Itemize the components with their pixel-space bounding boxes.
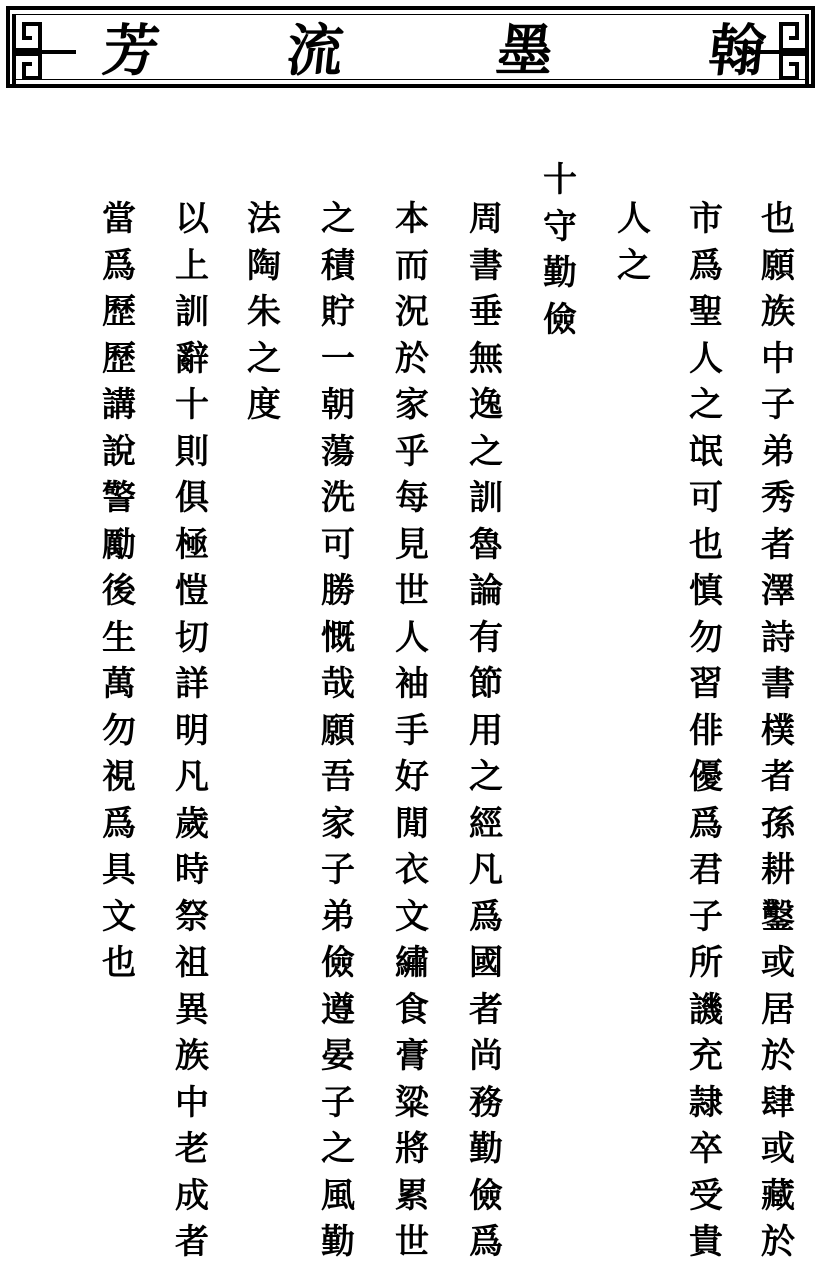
text-column: 人之 xyxy=(617,199,651,286)
text-column: 當爲歷歷講說警勵後生萬勿視爲具文也 xyxy=(102,199,136,983)
title-char-4: 芳 xyxy=(99,18,163,84)
title-char-1: 翰 xyxy=(705,18,769,84)
text-column: 本而況於家乎每見世人袖手好閒衣文繡食膏粱將累世 xyxy=(395,199,429,1262)
text-column: 以上訓辭十則俱極愷切詳明凡歲時祭祖異族中老成者 xyxy=(175,199,209,1262)
text-column: 市爲聖人之氓可也慎勿習俳優爲君子所譏充隷卒受貴 xyxy=(689,199,723,1262)
title-char-3: 流 xyxy=(283,18,347,84)
title-char-2: 墨 xyxy=(493,18,557,84)
header-banner xyxy=(6,6,815,88)
text-column: 也願族中子弟秀者澤詩書樸者孫耕鑿或居於肆或藏於 xyxy=(761,199,795,1262)
fret-ornament-right-icon xyxy=(741,10,811,92)
fret-ornament-left-icon xyxy=(10,10,80,92)
text-column: 之積貯一朝蕩洗可勝慨哉願吾家子弟儉遵晏子之風勤 xyxy=(321,199,355,1262)
text-column: 法陶朱之度 xyxy=(247,199,281,425)
text-column: 周書垂無逸之訓魯論有節用之經凡爲國者尚務勤儉爲 xyxy=(469,199,503,1262)
section-heading: 十守勤儉 xyxy=(543,160,577,340)
